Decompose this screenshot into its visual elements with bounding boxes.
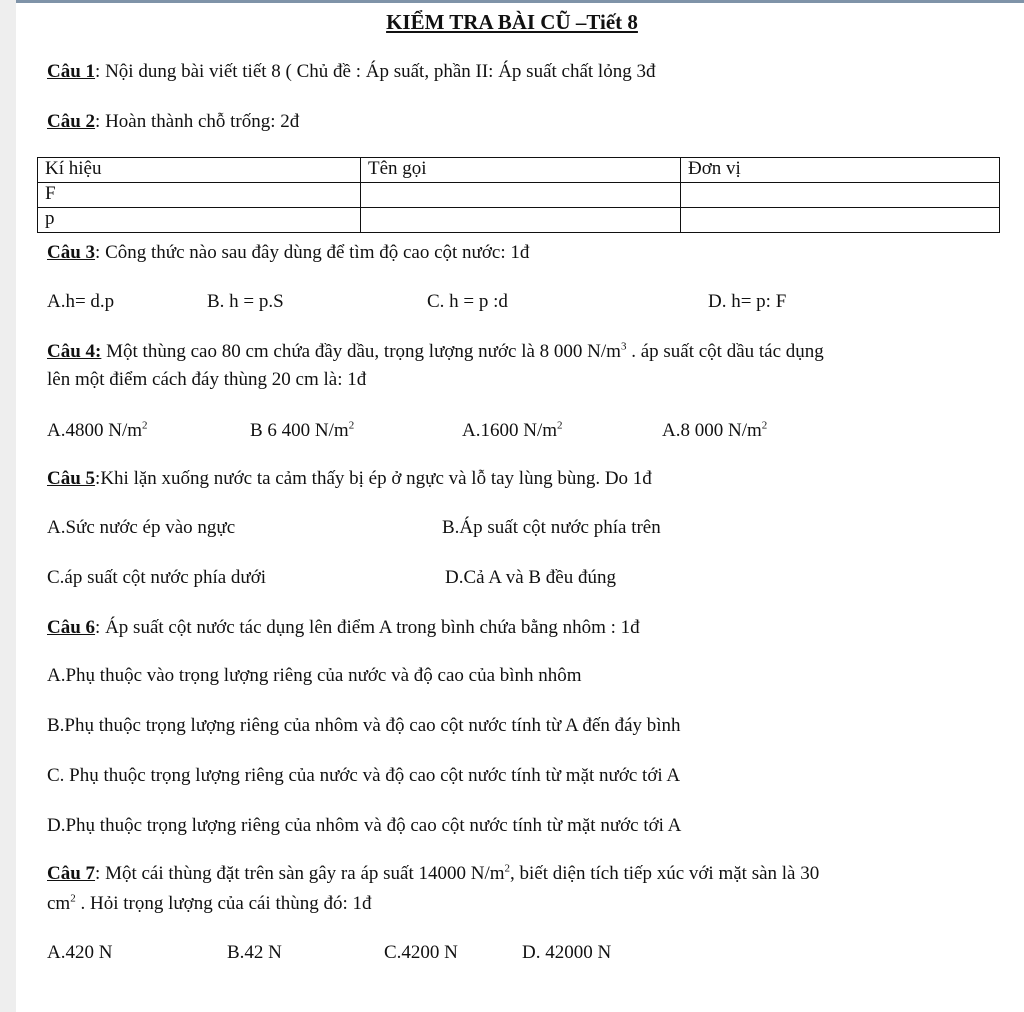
question-7-text: : Một cái thùng đặt trên sàn gây ra áp suất 14000 N/m [95, 863, 505, 884]
table-header-row [38, 158, 1000, 183]
question-3-option-a: A.h= d.p [47, 291, 115, 312]
exponent: 2 [504, 862, 511, 875]
table-cell [361, 208, 681, 233]
table-cell [361, 183, 681, 208]
question-4-text-end: . áp suất cột dầu tác dụng [626, 341, 824, 362]
question-4-line-2: lên một điểm cách đáy thùng 20 cm là: 1đ [47, 369, 367, 390]
question-4-option-b: B 6 400 $N/m^2$ [250, 419, 355, 441]
question-1 [47, 60, 655, 84]
question-5-option-d: D.Cả A và B đều đúng [445, 567, 616, 588]
question-1-label: Câu 1 [47, 61, 96, 82]
question-4-option-d: A.8 000 $N/m^2$ [662, 419, 768, 441]
question-5-text: :Khi lặn xuống nước ta cảm thấy bị ép ở ngực và lỗ tay lùng bùng. Do 1đ [95, 468, 652, 489]
table-cell [681, 208, 1000, 233]
table-cell: p [38, 208, 361, 233]
question-7-label: Câu 7 [47, 863, 96, 884]
question-4-option-a: A.4800 $N/m^2$ [47, 419, 148, 441]
question-2-text: : Hoàn thành chỗ trống: 2đ [95, 111, 300, 132]
question-4-option-c: A.1600 $N/m^2$ [462, 419, 563, 441]
table-row [38, 208, 1000, 233]
question-5-option-a: A.Sức nước ép vào ngực [47, 517, 236, 538]
question-4 [47, 340, 824, 364]
question-6-option-a: A.Phụ thuộc vào trọng lượng riêng của nước và độ cao của bình nhôm [47, 665, 582, 686]
question-5 [47, 467, 652, 491]
question-3 [47, 241, 529, 265]
question-2-label: Câu 2 [47, 111, 96, 132]
question-3-option-b: B. h = p.S [207, 291, 284, 312]
question-5-option-b: B.Áp suất cột nước phía trên [442, 517, 661, 538]
table-header-cell: Đơn vị [681, 158, 1000, 183]
table-header-cell: Tên gọi [361, 158, 681, 183]
question-6 [47, 616, 640, 640]
question-7-option-b: B.42 N [227, 942, 282, 963]
table-row [38, 183, 1000, 208]
page-title: KIỂM TRA BÀI CŨ –Tiết 8 [386, 10, 638, 34]
question-7-option-d: D. 42000 N [522, 942, 612, 963]
table-cell: F [38, 183, 361, 208]
question-7-option-c: C.4200 N [384, 942, 458, 963]
question-2 [47, 110, 299, 134]
question-3-option-d: D. h= p: F [708, 291, 787, 312]
question-6-text: : Áp suất cột nước tác dụng lên điểm A trong bình chứa bằng nhôm : 1đ [95, 617, 640, 638]
question-6-option-b: B.Phụ thuộc trọng lượng riêng của nhôm và độ cao cột nước tính từ A đến đáy bình [47, 715, 681, 736]
question-5-option-c: C.áp suất cột nước phía dưới [47, 567, 267, 588]
table-header-cell: Kí hiệu [38, 158, 361, 183]
question-6-option-d: D.Phụ thuộc trọng lượng riêng của nhôm và độ cao cột nước tính từ mặt nước tới A [47, 815, 682, 836]
question-3-label: Câu 3 [47, 242, 96, 263]
symbol-table [37, 157, 1000, 233]
question-7-option-a: A.420 N [47, 942, 113, 963]
question-7-line-2: $cm^2$ . Hỏi trọng lượng của cái thùng đó: 1đ [47, 892, 372, 914]
question-4-label: Câu 4: [47, 341, 102, 362]
question-3-text: : Công thức nào sau đây dùng để tìm độ cao cột nước: 1đ [95, 242, 530, 263]
question-3-option-c: C. h = p :d [427, 291, 508, 312]
question-7-text-end: , biết diện tích tiếp xúc với mặt sàn là 30 [510, 863, 820, 884]
question-5-label: Câu 5 [47, 468, 96, 489]
table-cell [681, 183, 1000, 208]
question-1-text: : Nội dung bài viết tiết 8 ( Chủ đề : Áp suất, phần II: Áp suất chất lỏng 3đ [95, 61, 656, 82]
exponent: 3 [620, 340, 627, 353]
question-6-option-c: C. Phụ thuộc trọng lượng riêng của nước và độ cao cột nước tính từ mặt nước tới A [47, 765, 681, 786]
question-7 [47, 862, 819, 886]
question-4-text: Một thùng cao 80 cm chứa đầy dầu, trọng lượng nước là 8 000 N/m [101, 341, 621, 362]
question-6-label: Câu 6 [47, 617, 96, 638]
